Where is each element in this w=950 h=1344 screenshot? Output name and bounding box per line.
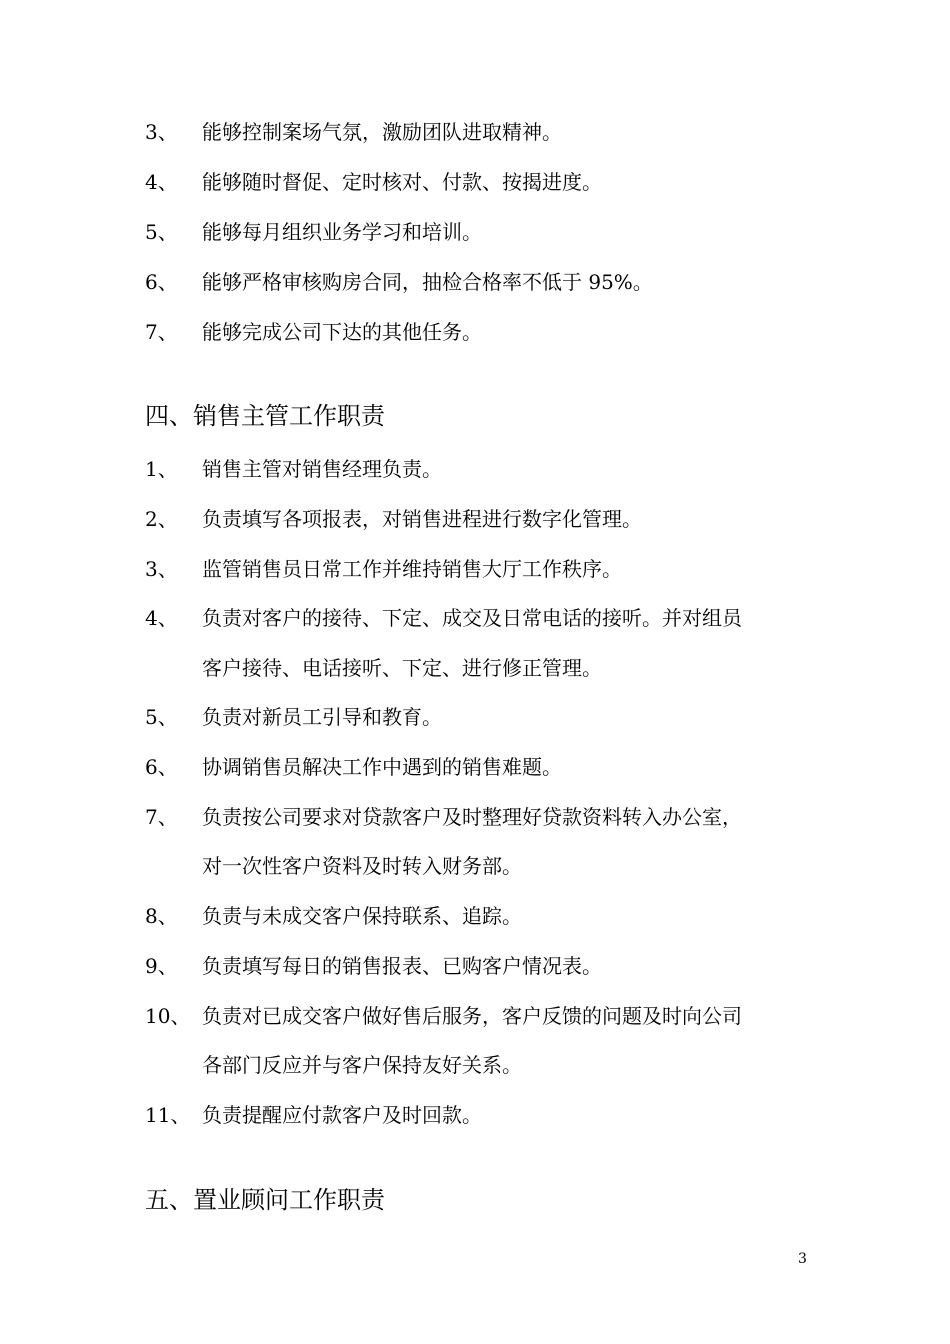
item-number: 9、 bbox=[145, 954, 178, 978]
item-text: 负责与未成交客户保持联系、追踪。 bbox=[202, 904, 522, 928]
item-text: 负责填写每日的销售报表、已购客户情况表。 bbox=[202, 954, 602, 978]
item-text: 能够严格审核购房合同，抽检合格率不低于 95%。 bbox=[202, 270, 653, 294]
item-number: 2、 bbox=[145, 507, 178, 531]
item-number: 3、 bbox=[145, 120, 178, 144]
item-text: 负责对客户的接待、下定、成交及日常电话的接听。并对组员 bbox=[202, 606, 742, 630]
item-number: 1、 bbox=[145, 457, 178, 481]
section-heading: 四、销售主管工作职责 bbox=[145, 402, 385, 430]
item-text: 销售主管对销售经理负责。 bbox=[202, 457, 442, 481]
item-number: 11、 bbox=[145, 1103, 191, 1127]
item-number: 3、 bbox=[145, 557, 178, 581]
item-text: 监管销售员日常工作并维持销售大厅工作秩序。 bbox=[202, 557, 622, 581]
item-text: 负责按公司要求对贷款客户及时整理好贷款资料转入办公室， bbox=[202, 805, 742, 829]
page-number: 3 bbox=[798, 1251, 807, 1267]
item-text: 负责提醒应付款客户及时回款。 bbox=[202, 1103, 482, 1127]
item-text: 负责对已成交客户做好售后服务，客户反馈的问题及时向公司 bbox=[202, 1004, 742, 1028]
item-text: 能够控制案场气氛，激励团队进取精神。 bbox=[202, 120, 562, 144]
item-text: 负责填写各项报表，对销售进程进行数字化管理。 bbox=[202, 507, 642, 531]
item-text: 对一次性客户资料及时转入财务部。 bbox=[202, 854, 522, 878]
item-text: 能够每月组织业务学习和培训。 bbox=[202, 220, 482, 244]
item-text: 各部门反应并与客户保持友好关系。 bbox=[202, 1053, 522, 1077]
item-number: 6、 bbox=[145, 755, 178, 779]
item-text: 能够随时督促、定时核对、付款、按揭进度。 bbox=[202, 170, 602, 194]
item-text: 能够完成公司下达的其他任务。 bbox=[202, 320, 482, 344]
item-number: 6、 bbox=[145, 270, 178, 294]
section-heading: 五、置业顾问工作职责 bbox=[145, 1186, 385, 1214]
item-number: 7、 bbox=[145, 805, 178, 829]
item-text: 负责对新员工引导和教育。 bbox=[202, 705, 442, 729]
item-number: 4、 bbox=[145, 606, 178, 630]
item-number: 10、 bbox=[145, 1004, 191, 1028]
item-number: 4、 bbox=[145, 170, 178, 194]
item-text: 协调销售员解决工作中遇到的销售难题。 bbox=[202, 755, 562, 779]
item-text: 客户接待、电话接听、下定、进行修正管理。 bbox=[202, 656, 602, 680]
item-number: 7、 bbox=[145, 320, 178, 344]
item-number: 5、 bbox=[145, 705, 178, 729]
item-number: 5、 bbox=[145, 220, 178, 244]
item-number: 8、 bbox=[145, 904, 178, 928]
